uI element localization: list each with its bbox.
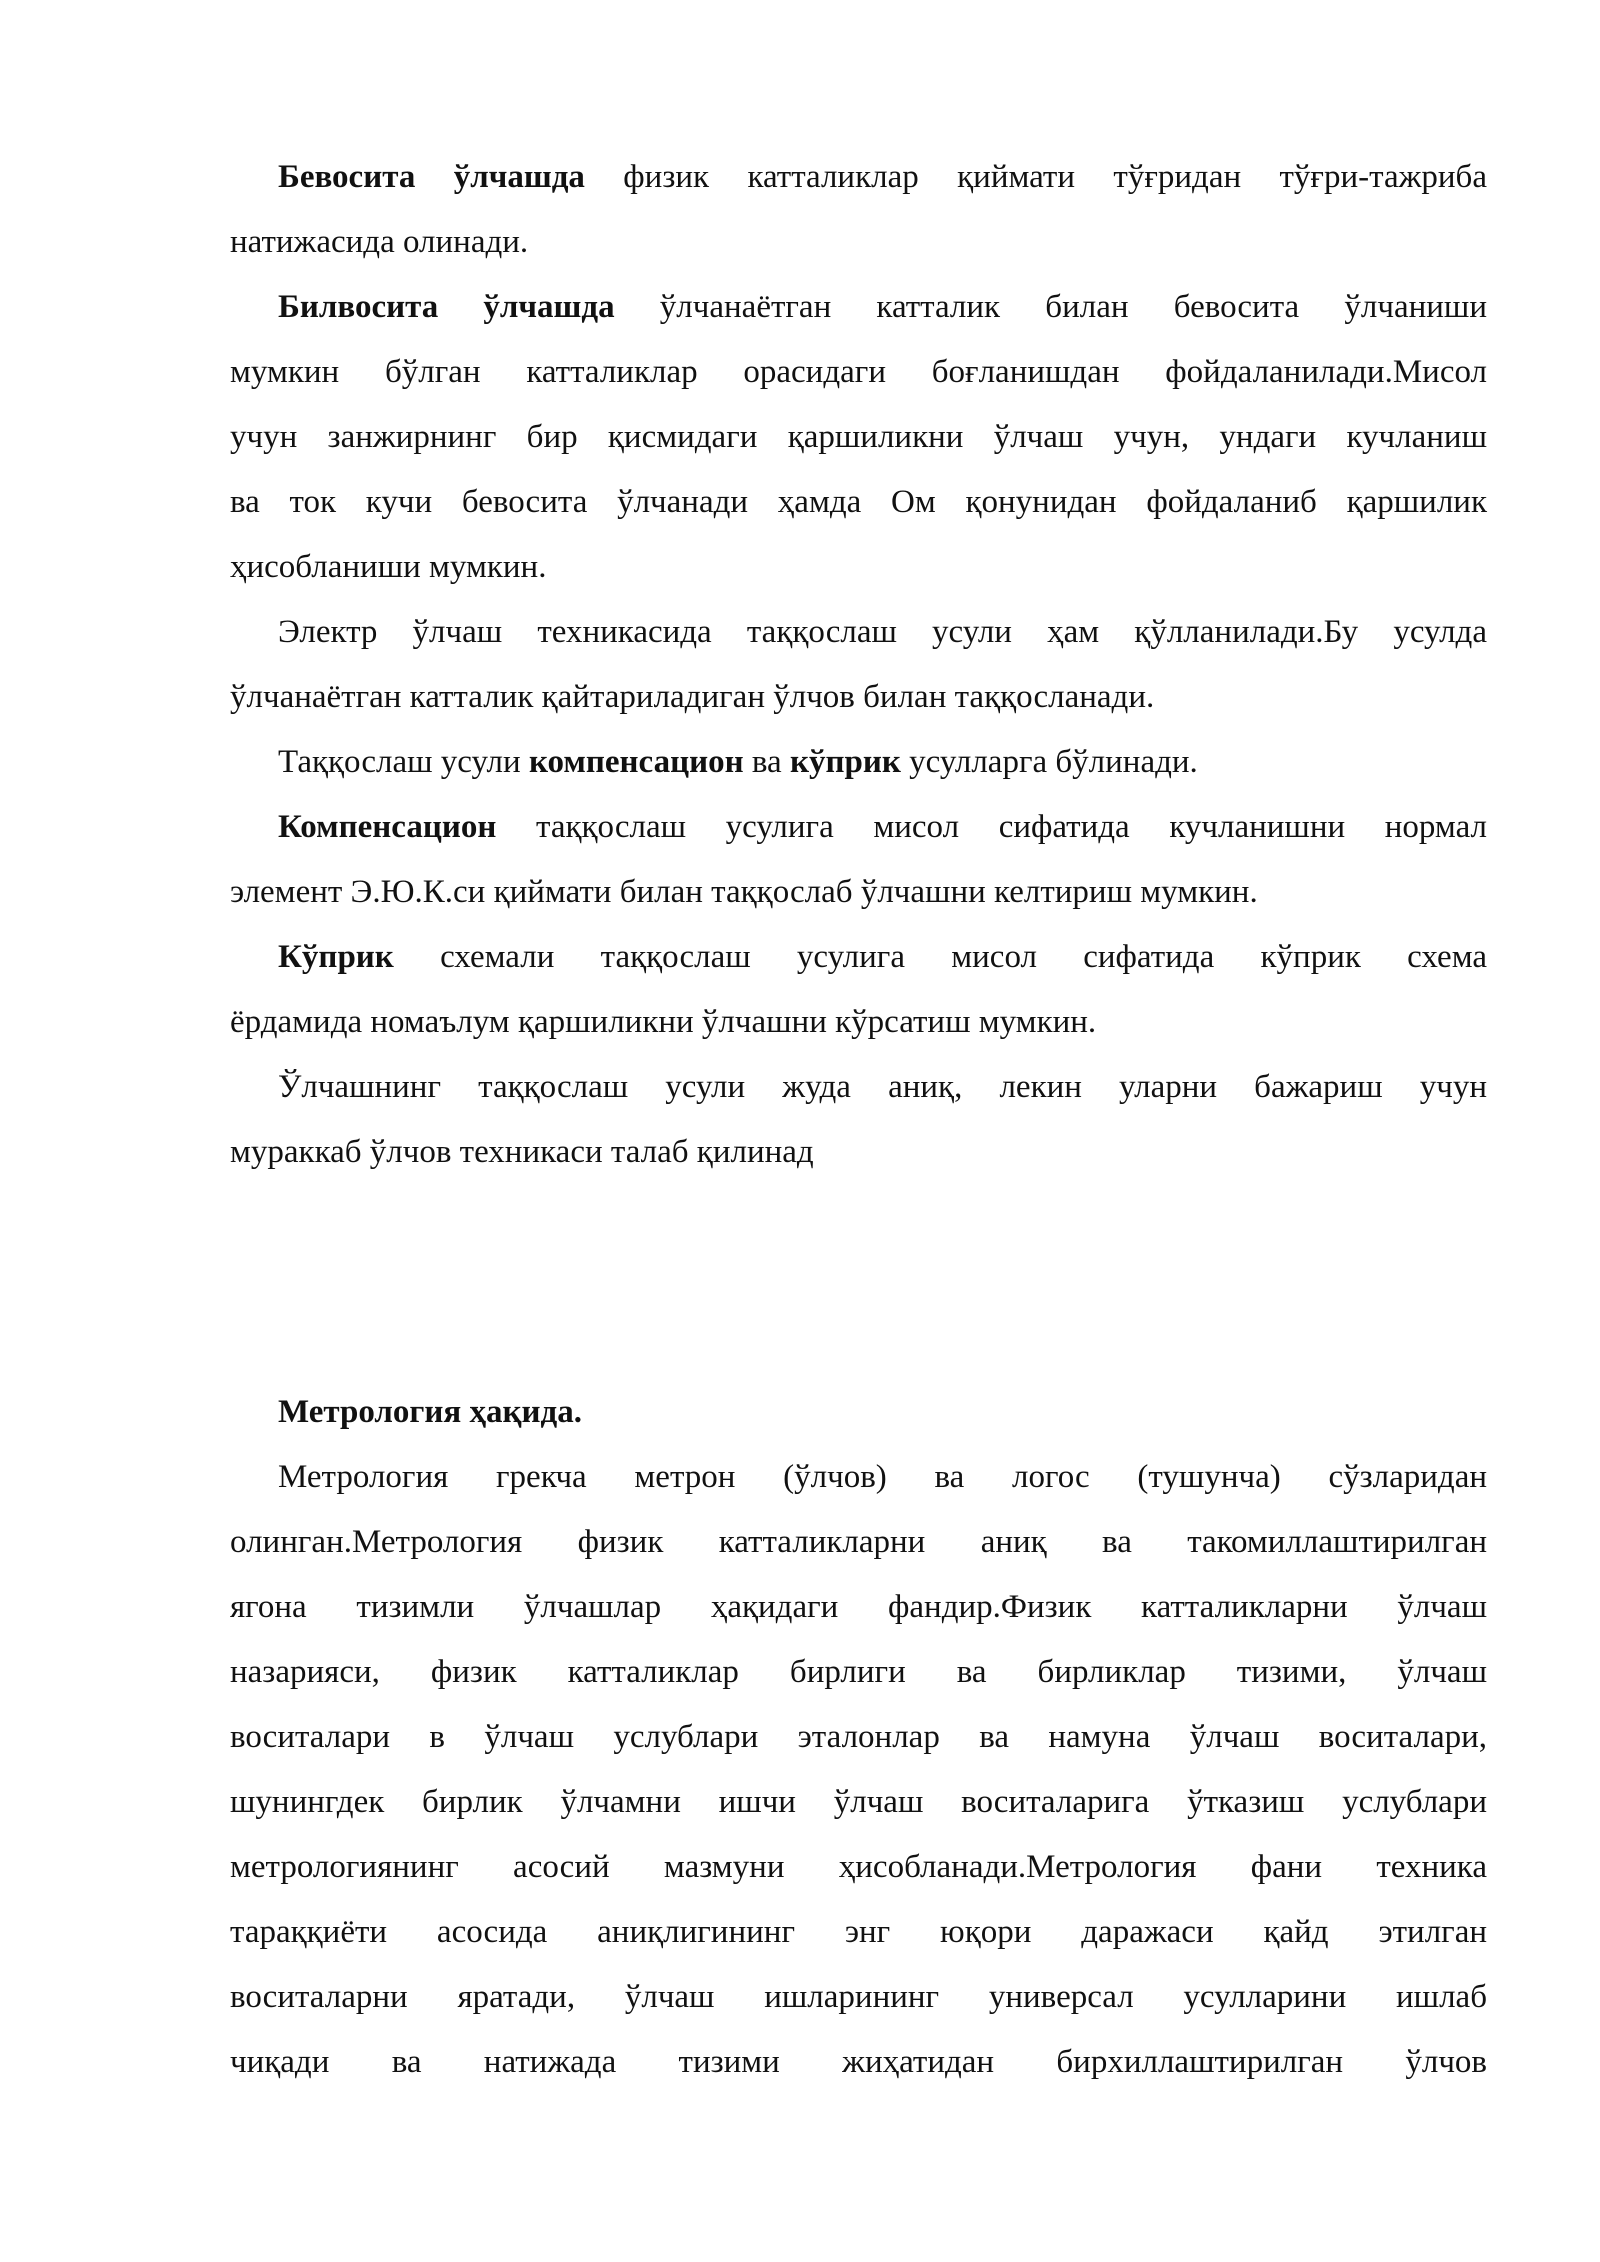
paragraph-line: мураккаб ўлчов техникаси талаб қилинад <box>230 1134 814 1170</box>
paragraph-line: Ўлчашнинг таққослаш усули жуда аниқ, лекин уларни бажариш учун <box>278 1069 1487 1105</box>
bold-term: Бевосита ўлчашда <box>278 159 585 195</box>
section-heading <box>278 1392 1487 1432</box>
paragraph-line <box>278 742 1487 782</box>
text-span: схемали таққослаш усулига мисол сифатида кўприк схема <box>393 939 1487 975</box>
paragraph-line <box>278 287 1487 327</box>
paragraph-line: ўлчанаётган катталик қайтариладиган ўлчов билан таққосланади. <box>230 679 1155 715</box>
bold-term: Билвосита ўлчашда <box>278 289 615 325</box>
paragraph-line: ҳисобланиши мумкин. <box>230 549 547 585</box>
paragraph-line: элемент Э.Ю.К.си қиймати билан таққослаб ўлчашни келтириш мумкин. <box>230 874 1258 910</box>
paragraph-line <box>278 937 1487 977</box>
paragraph-line: назарияси, физик катталиклар бирлиги ва бирликлар тизими, ўлчаш <box>230 1654 1487 1690</box>
bold-term: компенсацион <box>528 744 744 780</box>
text-span: Таққослаш усули <box>278 744 529 780</box>
text-span: таққослаш усулига мисол сифатида кучланишни нормал <box>496 809 1487 845</box>
text-span: ўлчанаётган катталик билан бевосита ўлчаниши <box>614 289 1487 325</box>
text-span: усулларга бўлинади. <box>900 744 1198 780</box>
paragraph-line: ёрдамида номаълум қаршиликни ўлчашни кўрсатиш мумкин. <box>230 1004 1097 1040</box>
paragraph-line: воситаларни яратади, ўлчаш ишларининг универсал усулларини ишлаб <box>230 1979 1487 2015</box>
paragraph-line: чиқади ва натижада тизими жиҳатидан бирхиллаштирилган ўлчов <box>230 2044 1487 2080</box>
paragraph-line: натижасида олинади. <box>230 224 529 260</box>
bold-term: кўприк <box>789 744 901 780</box>
heading-text: Метрология ҳақида. <box>278 1394 582 1430</box>
bold-term: Компенсацион <box>278 809 497 845</box>
paragraph-line: ва ток кучи бевосита ўлчанади ҳамда Ом қонунидан фойдаланиб қаршилик <box>230 484 1487 520</box>
paragraph-line: тараққиёти асосида аниқлигининг энг юқори даражаси қайд этилган <box>230 1914 1487 1950</box>
paragraph-line: Метрология грекча метрон (ўлчов) ва логос (тушунча) сўзларидан <box>278 1459 1487 1495</box>
paragraph-line: шунингдек бирлик ўлчамни ишчи ўлчаш воситаларига ўтказиш услублари <box>230 1784 1487 1820</box>
paragraph-line: олинган.Метрология физик катталикларни аниқ ва такомиллаштирилган <box>230 1524 1487 1560</box>
paragraph-line: ягона тизимли ўлчашлар ҳақидаги фандир.Физик катталикларни ўлчаш <box>230 1589 1487 1625</box>
paragraph-line: мумкин бўлган катталиклар орасидаги боғланишдан фойдаланилади.Мисол <box>230 354 1487 390</box>
paragraph-line: метрологиянинг асосий мазмуни ҳисобланади.Метрология фани техника <box>230 1849 1487 1885</box>
text-span: ва <box>743 744 790 780</box>
paragraph-line <box>278 157 1487 197</box>
text-span: физик катталиклар қиймати тўғридан тўғри-тажриба <box>584 159 1487 195</box>
paragraph-line: учун занжирнинг бир қисмидаги қаршиликни ўлчаш учун, ундаги кучланиш <box>230 419 1487 455</box>
paragraph-line <box>278 807 1487 847</box>
bold-term: Кўприк <box>278 939 394 975</box>
paragraph-line: воситалари в ўлчаш услублари эталонлар ва намуна ўлчаш воситалари, <box>230 1719 1487 1755</box>
paragraph-line: Электр ўлчаш техникасида таққослаш усули ҳам қўлланилади.Бу усулда <box>278 614 1487 650</box>
